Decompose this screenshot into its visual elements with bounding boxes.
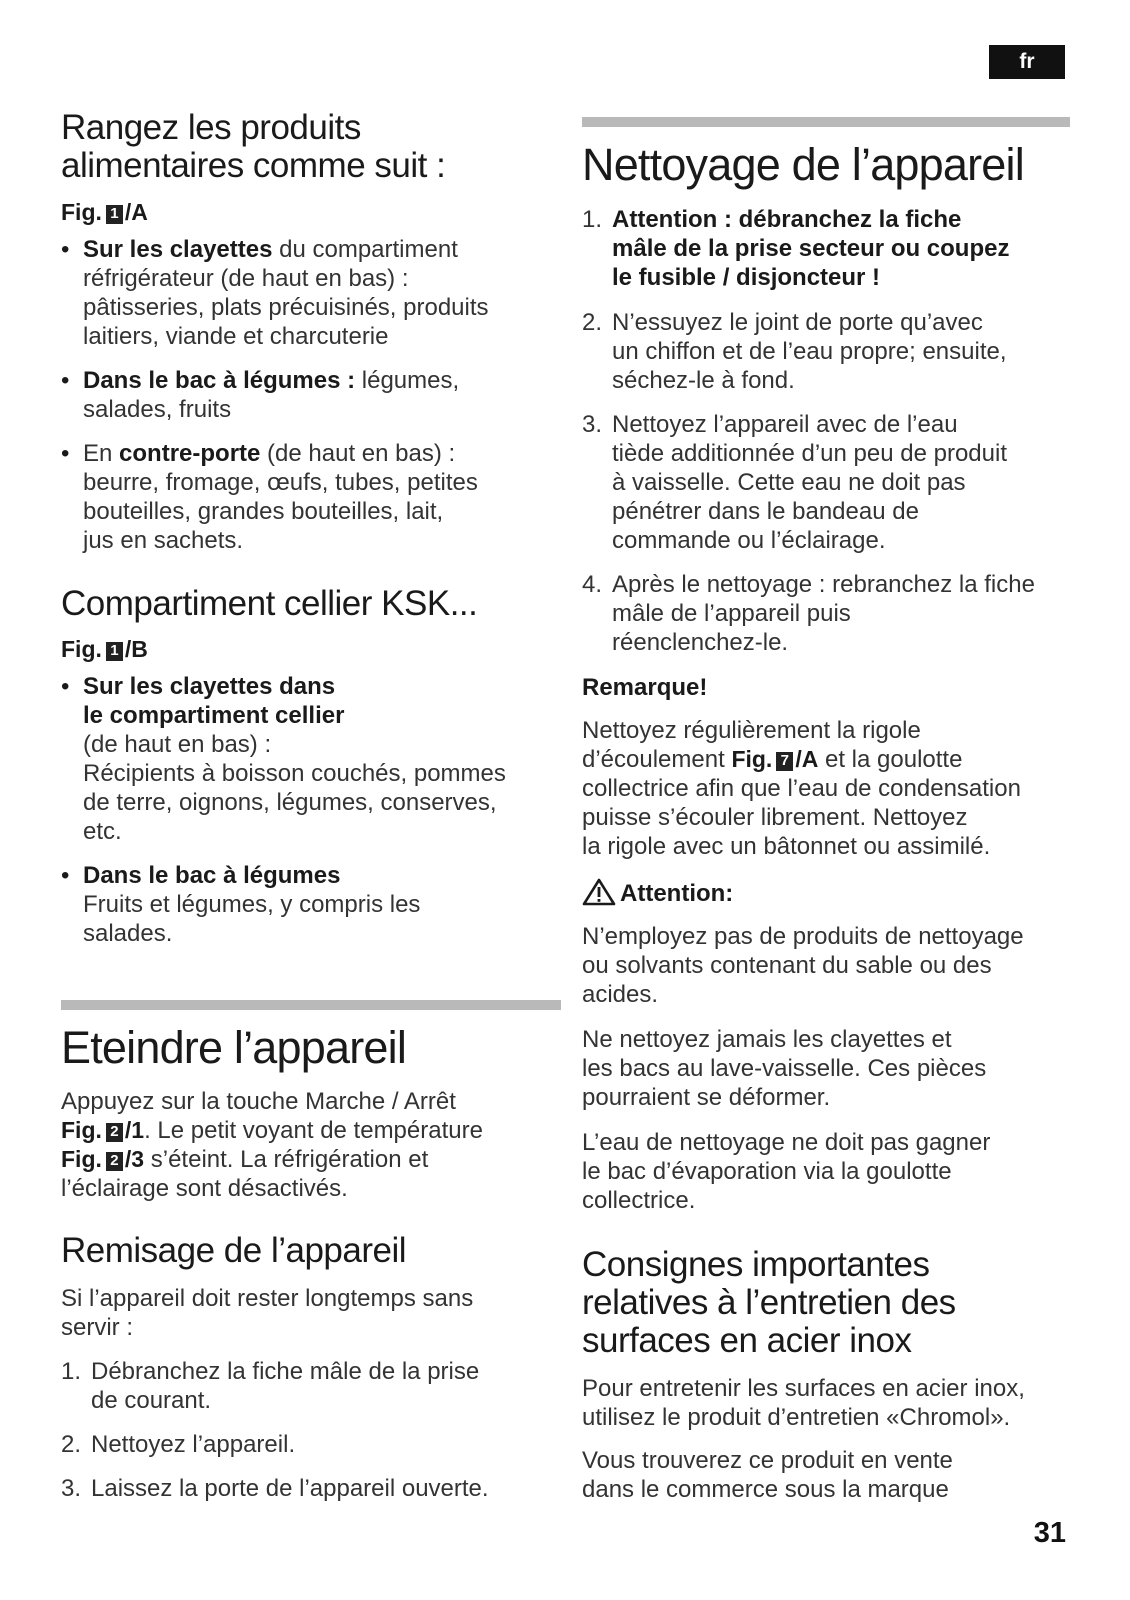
- attention-paragraph: Ne nettoyez jamais les clayettes et les bacs au lave-vaisselle. Ces pièces pourraient se déformer.: [582, 1026, 987, 1111]
- language-code: fr: [1019, 50, 1035, 73]
- remarque-paragraph: Nettoyez régulièrement la rigole d’écoulement Fig. 7 /A et la goulotte collectrice afin que l’eau de condensation puisse s’écouler librement. Nettoyez la rigole avec un bâtonnet ou assimilé.: [582, 717, 1021, 860]
- list-item: • Sur les clayettes du compartiment réfrigérateur (de haut en bas) : pâtisseries, plats précuisinés, produits laitiers, viande et charcuterie: [61, 235, 561, 351]
- consignes-paragraph: Pour entretenir les surfaces en acier inox, utilisez le produit d’entretien «Chromol».: [582, 1375, 1025, 1431]
- attention-paragraph: N’employez pas de produits de nettoyage ou solvants contenant du sable ou des acides.: [582, 923, 1024, 1008]
- list-item: 4. Après le nettoyage : rebranchez la fiche mâle de l’appareil puis réenclenchez-le.: [582, 571, 1035, 656]
- section-title-remisage: Remisage de l’appareil: [61, 1231, 407, 1270]
- eteindre-paragraph: Appuyez sur la touche Marche / Arrêt Fig. 2 /1. Le petit voyant de température Fig. 2 /3 s’éteint. La réfrigération et l’éclairage sont désactivés.: [61, 1088, 483, 1202]
- list-item: • Dans le bac à légumes Fruits et légumes, y compris les salades.: [61, 861, 561, 948]
- section-title-consignes: Consignes importantes relatives à l’entretien des surfaces en acier inox: [582, 1245, 956, 1360]
- list-item: 1. Débranchez la fiche mâle de la prise de courant.: [61, 1358, 480, 1414]
- list-item: 3. Nettoyez l’appareil avec de l’eau tiède additionnée d’un peu de produit à vaisselle. Cette eau ne doit pas pénétrer dans le bandeau de commande ou l’éclairage.: [582, 411, 1007, 554]
- section-title-rangez: Rangez les produits alimentaires comme suit :: [61, 108, 446, 185]
- section-title-eteindre: Eteindre l’appareil: [61, 1022, 407, 1073]
- list-item: • En contre-porte (de haut en bas) : beurre, fromage, œufs, tubes, petites bouteilles, grandes bouteilles, lait, jus en sachets.: [61, 439, 561, 555]
- attention-heading: Attention:: [582, 878, 1070, 913]
- list-item: 2. N’essuyez le joint de porte qu’avec un chiffon et de l’eau propre; ensuite, séchez-le à fond.: [582, 309, 1007, 394]
- list-item: 2. Nettoyez l’appareil.: [61, 1431, 296, 1458]
- fig-ref-1a: Fig. 1 /A: [61, 199, 148, 225]
- language-badge: [989, 45, 1065, 79]
- section-title-nettoyage: Nettoyage de l’appareil: [582, 139, 1024, 190]
- page-number: 31: [1033, 1517, 1066, 1549]
- consignes-paragraph: Vous trouverez ce produit en vente dans le commerce sous la marque: [582, 1447, 953, 1503]
- list-item: • Dans le bac à légumes : légumes, salades, fruits: [61, 366, 561, 424]
- section-divider: [61, 1000, 561, 1010]
- warning-icon: [582, 878, 616, 913]
- list-item: • Sur les clayettes dans le compartiment cellier (de haut en bas) : Récipients à boisson couchés, pommes de terre, oignons, légumes, conserves, etc.: [61, 672, 561, 846]
- section-title-cellier: Compartiment cellier KSK...: [61, 584, 478, 623]
- section-divider: [582, 117, 1070, 127]
- list-item: 3. Laissez la porte de l’appareil ouverte.: [61, 1475, 489, 1502]
- remarque-label: Remarque!: [582, 674, 708, 701]
- attention-paragraph: L’eau de nettoyage ne doit pas gagner le bac d’évaporation via la goulotte collectrice.: [582, 1129, 991, 1214]
- fig-ref-1b: Fig. 1 /B: [61, 636, 148, 662]
- list-item: 1. Attention : débranchez la fiche mâle de la prise secteur ou coupez le fusible / disjoncteur !: [582, 206, 1010, 291]
- remisage-intro: Si l’appareil doit rester longtemps sans servir :: [61, 1285, 474, 1341]
